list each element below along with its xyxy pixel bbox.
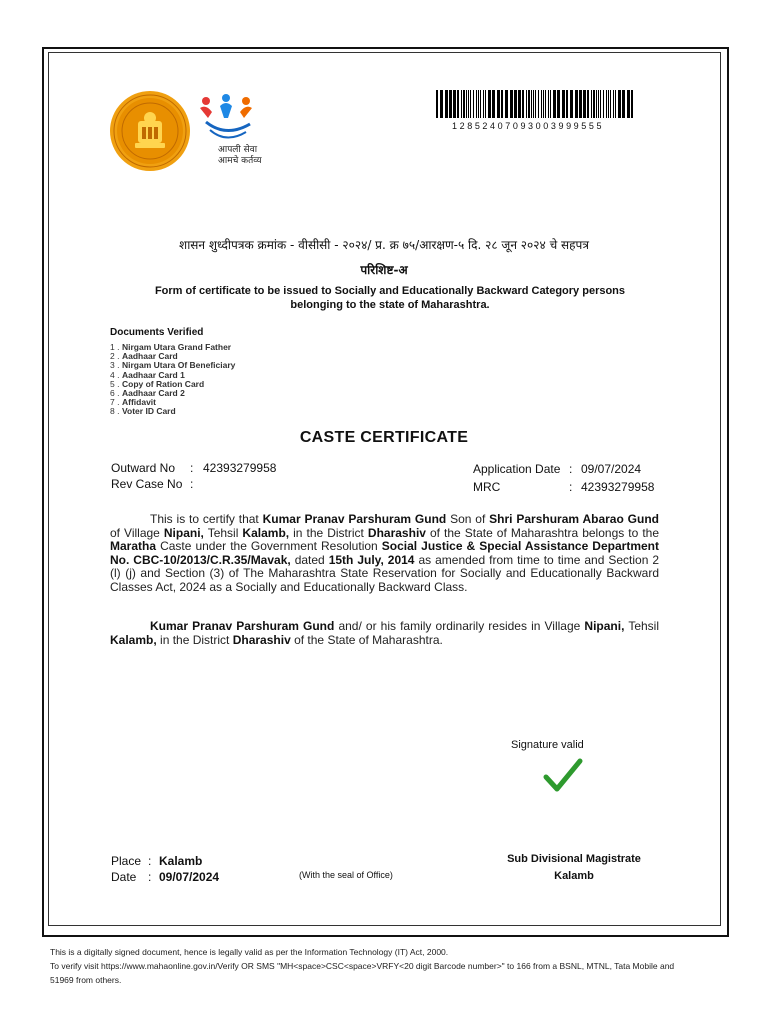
mrc-value: 42393279958	[581, 480, 655, 494]
document-number: 2 .	[110, 351, 120, 362]
document-label: Copy of Ration Card	[122, 378, 205, 389]
seal-note: (With the seal of Office)	[299, 870, 393, 880]
place-date-block	[111, 853, 219, 885]
application-date-field	[473, 461, 641, 477]
barcode	[434, 90, 634, 123]
officer-title: Sub Divisional Magistrate	[507, 853, 641, 865]
date-value: 09/07/2024	[159, 870, 220, 884]
document-label: Voter ID Card	[122, 406, 176, 417]
signature-status: Signature valid	[511, 739, 584, 751]
document-label: Nirgam Utara Grand Father	[122, 342, 232, 352]
maharashtra-emblem-icon	[108, 89, 192, 178]
date-label: Date	[111, 870, 137, 884]
resident-village: Nipani,	[584, 619, 625, 633]
logo-tagline	[218, 145, 262, 167]
tehsil-name: Kalamb,	[242, 525, 290, 540]
certificate-title: CASTE CERTIFICATE	[299, 429, 469, 446]
document-label: Nirgam Utara Of Beneficiary	[122, 360, 236, 371]
document-number: 3 .	[110, 360, 120, 371]
logo-tagline-line1: आपली सेवा	[218, 145, 258, 155]
document-number: 4 .	[110, 369, 120, 380]
document-number: 5 .	[110, 378, 120, 389]
para1-text-4: Tehsil	[203, 525, 243, 540]
district-name: Dharashiv	[367, 525, 426, 540]
logo-tagline-line2: आमचे कर्तव्य	[218, 156, 262, 166]
rev-case-no-field	[111, 476, 203, 492]
form-title-line1: Form of certificate to be issued to Socially and Educationally Backward Category persons	[154, 285, 626, 297]
para2-text-2: Tehsil	[624, 619, 659, 633]
father-name: Shri Parshuram Abarao Gund	[489, 512, 659, 526]
footer-line2: To verify visit https://www.mahaonline.gov.in/Verify OR SMS "MH<space>CSC<space>VRFY<20 digit Barcode number>" to 166 from a BSNL, MTNL, Tata Mobile and	[50, 961, 675, 971]
rev-case-no-label: Rev Case No	[111, 477, 183, 491]
government-resolution: Social Justice & Special Assistance Department No. CBC-10/2013/C.R.35/Mavak,	[110, 539, 659, 567]
document-label: Aadhaar Card 1	[122, 369, 185, 380]
para1-text-6: of the State of Maharashtra belongs to the	[425, 525, 659, 540]
para1-text-9: as amended from time to time and Section 2 (l) (j) and Section (3) of The Maharashtra State Reservation for Socially and Educationally Backward Classes Act, 2024 as a Socially and Educationally Backward Class.	[110, 552, 660, 594]
document-label: Affidavit	[122, 397, 156, 408]
document-label: Aadhaar Card 2	[122, 388, 185, 399]
appendix-label: परिशिष्ट-अ	[360, 263, 408, 277]
para1-text-2: Son of	[446, 512, 490, 526]
residence-paragraph	[110, 620, 659, 647]
document-number: 7 .	[110, 397, 120, 408]
place-label: Place	[111, 854, 142, 868]
place-value: Kalamb	[159, 854, 203, 868]
checkmark-icon	[543, 757, 583, 798]
aapli-seva-logo-icon	[196, 92, 256, 149]
form-title-line2: belonging to the state of Maharashtra.	[290, 299, 490, 311]
footer-line1: This is a digitally signed document, hence is legally valid as per the Information Technology (IT) Act, 2000.	[50, 947, 449, 957]
para1-text-8: dated	[290, 552, 329, 567]
village-name: Nipani,	[163, 525, 204, 540]
certification-paragraph	[110, 513, 659, 594]
date-separator: :	[148, 870, 152, 884]
document-number: 6 .	[110, 388, 120, 399]
para2-text-1: and/ or his family ordinarily resides in Village	[334, 619, 585, 633]
document-number: 1 .	[110, 342, 120, 352]
para1-text-7: Caste under the Government Resolution	[156, 539, 382, 553]
resident-district: Dharashiv	[232, 632, 291, 647]
application-date-separator: :	[569, 462, 573, 476]
application-date-label: Application Date	[473, 462, 561, 476]
outward-no-label: Outward No	[111, 461, 176, 475]
officer-block	[474, 851, 674, 885]
mrc-field	[473, 479, 654, 495]
documents-verified-list	[110, 343, 235, 417]
application-date-value: 09/07/2024	[581, 462, 642, 476]
para1-text-3: of Village	[110, 525, 164, 540]
document-item	[110, 407, 235, 416]
place-row	[111, 853, 219, 869]
outward-no-value: 42393279958	[203, 461, 277, 475]
para1-text-1: This is to certify that	[150, 512, 263, 526]
documents-verified-heading: Documents Verified	[110, 327, 204, 338]
officer-place: Kalamb	[554, 870, 594, 882]
place-separator: :	[148, 854, 152, 868]
outward-no-field	[111, 460, 276, 476]
caste-name: Maratha	[110, 539, 157, 553]
outward-no-separator: :	[190, 461, 194, 475]
resolution-date: 15th July, 2014	[328, 552, 415, 567]
date-row	[111, 869, 219, 885]
footer-line3: 51969 from others.	[50, 975, 122, 985]
document-label: Aadhaar Card	[122, 351, 178, 362]
resident-name: Kumar Pranav Parshuram Gund	[150, 619, 335, 633]
para2-text-4: of the State of Maharashtra.	[290, 632, 443, 647]
form-title	[108, 284, 672, 312]
para2-text-3: in the District	[156, 632, 233, 647]
mrc-separator: :	[569, 480, 573, 494]
document-number: 8 .	[110, 406, 120, 417]
government-reference: शासन शुध्दीपत्रक क्रमांक - वीसीसी - २०२४/ प्र. क्र ७५/आरक्षण-५ दि. २८ जून २०२४ चे सहपत्र	[179, 238, 589, 252]
para1-text-5: in the District	[289, 525, 368, 540]
resident-tehsil: Kalamb,	[110, 632, 157, 647]
footer-note	[50, 945, 730, 987]
rev-case-no-separator: :	[190, 477, 194, 491]
barcode-number: 12852407093003999555	[452, 121, 605, 131]
applicant-name: Kumar Pranav Parshuram Gund	[262, 512, 447, 526]
mrc-label: MRC	[473, 480, 501, 494]
